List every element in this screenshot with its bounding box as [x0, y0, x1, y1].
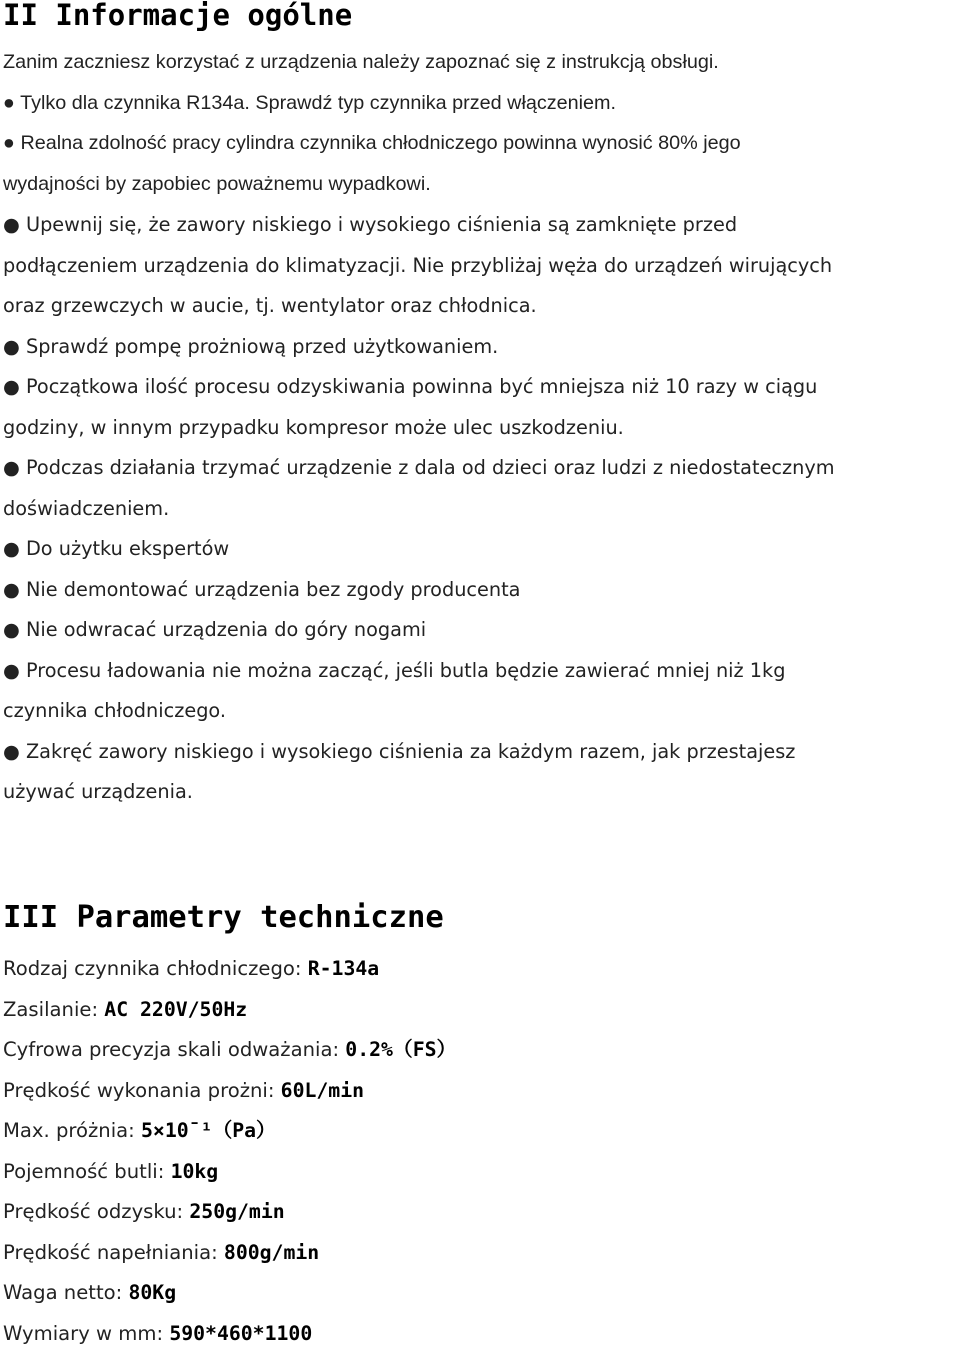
spec-row-net-weight	[3, 1273, 456, 1314]
spec-label: Wymiary w mm:	[3, 1322, 169, 1345]
general-info-bullets	[3, 205, 960, 813]
paragraph-line: wydajności by zapobiec poważnemu wypadkowi.	[3, 164, 960, 205]
spec-row-max-vacuum	[3, 1111, 456, 1152]
spec-label: Zasilanie:	[3, 998, 104, 1021]
spec-row-dimensions	[3, 1314, 456, 1354]
spec-label: Waga netto:	[3, 1281, 128, 1304]
spec-list	[3, 949, 456, 1354]
section-title-technical-params: III Parametry techniczne	[3, 898, 444, 938]
spec-row-scale-precision	[3, 1030, 456, 1071]
spec-label: Prędkość napełniania:	[3, 1241, 224, 1264]
bullet-line: ● Realna zdolność pracy cylindra czynnika chłodniczego powinna wynosić 80% jego	[3, 123, 960, 164]
spec-value: 60L/min	[281, 1079, 364, 1102]
bullet-line: ● Do użytku ekspertów	[3, 529, 960, 570]
spec-row-power	[3, 990, 456, 1031]
spec-row-charging-speed	[3, 1233, 456, 1274]
bullet-line: ● Nie demontować urządzenia bez zgody producenta	[3, 570, 960, 611]
spec-label: Prędkość odzysku:	[3, 1200, 189, 1223]
spec-row-cylinder-capacity	[3, 1152, 456, 1193]
paragraph-line: doświadczeniem.	[3, 489, 960, 530]
spec-value: 590*460*1100	[169, 1322, 312, 1345]
spec-value: R-134a	[308, 957, 379, 980]
bullet-line: ● Podczas działania trzymać urządzenie z dala od dzieci oraz ludzi z niedostatecznym	[3, 448, 960, 489]
spec-row-recovery-speed	[3, 1192, 456, 1233]
spec-value: 80Kg	[128, 1281, 176, 1304]
bullet-line: ● Upewnij się, że zawory niskiego i wysokiego ciśnienia są zamknięte przed	[3, 205, 960, 246]
bullet-line: ● Nie odwracać urządzenia do góry nogami	[3, 610, 960, 651]
bullet-line: ● Zakręć zawory niskiego i wysokiego ciśnienia za każdym razem, jak przestajesz	[3, 732, 960, 773]
section-title-general-info: II Informacje ogólne	[3, 0, 352, 34]
spec-label: Prędkość wykonania prożni:	[3, 1079, 281, 1102]
spec-value: 800g/min	[224, 1241, 319, 1264]
spec-label: Max. próżnia:	[3, 1119, 141, 1142]
paragraph-line: Zanim zaczniesz korzystać z urządzenia należy zapoznać się z instrukcją obsługi.	[3, 42, 960, 83]
paragraph-line: oraz grzewczych w aucie, tj. wentylator oraz chłodnica.	[3, 286, 960, 327]
general-info-intro	[3, 42, 960, 204]
spec-value: 0.2%（FS）	[345, 1038, 456, 1061]
bullet-line: ● Tylko dla czynnika R134a. Sprawdź typ czynnika przed włączeniem.	[3, 83, 960, 124]
spec-value: AC 220V/50Hz	[104, 998, 247, 1021]
paragraph-line: czynnika chłodniczego.	[3, 691, 960, 732]
spec-value: 10kg	[171, 1160, 219, 1183]
spec-value: 5×10¯¹（Pa）	[141, 1119, 276, 1142]
bullet-line: ● Sprawdź pompę prożniową przed użytkowaniem.	[3, 327, 960, 368]
paragraph-line: godziny, w innym przypadku kompresor może ulec uszkodzeniu.	[3, 408, 960, 449]
spec-label: Pojemność butli:	[3, 1160, 171, 1183]
spec-row-vacuum-speed	[3, 1071, 456, 1112]
bullet-line: ● Procesu ładowania nie można zacząć, jeśli butla będzie zawierać mniej niż 1kg	[3, 651, 960, 692]
paragraph-line: używać urządzenia.	[3, 772, 960, 813]
spec-value: 250g/min	[189, 1200, 284, 1223]
paragraph-line: podłączeniem urządzenia do klimatyzacji. Nie przybliżaj węża do urządzeń wirujących	[3, 246, 960, 287]
spec-row-refrigerant	[3, 949, 456, 990]
spec-label: Cyfrowa precyzja skali odważania:	[3, 1038, 345, 1061]
bullet-line: ● Początkowa ilość procesu odzyskiwania powinna być mniejsza niż 10 razy w ciągu	[3, 367, 960, 408]
spec-label: Rodzaj czynnika chłodniczego:	[3, 957, 308, 980]
